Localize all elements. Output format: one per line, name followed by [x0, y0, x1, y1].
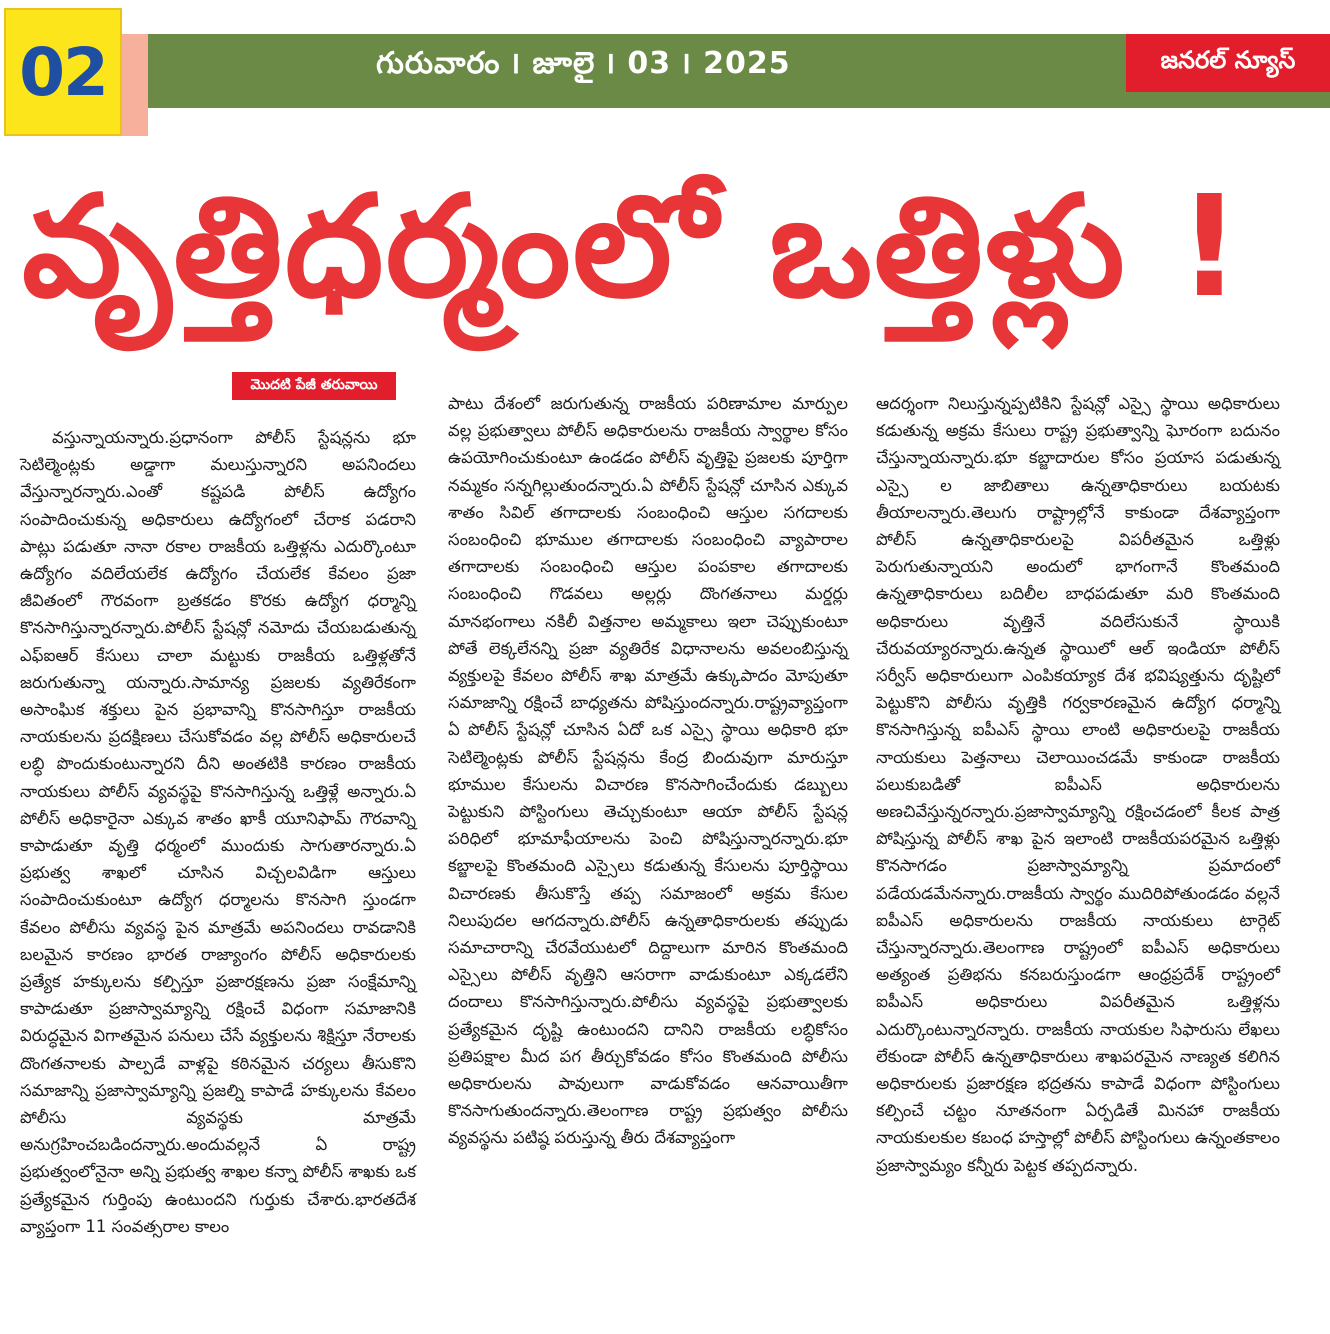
column-2-text: పాటు దేశంలో జరుగుతున్న రాజకీయ పరిణామాల మార్పుల వల్ల ప్రభుత్వాలు పోలీస్ అధికారులను రాజకీయ స్వార్థాల కోసం ఉపయోగించుకుంటూ ఉండడం పోలీస్ వృత్తిపై ప్రజలకు పూర్తిగా నమ్మకం సన్నగిల్లుతుందన్నారు.ఏ పోలీస్ స్టేషన్లో చూసిన ఎక్కువ శాతం సివిల్ తగాదాలకు సంబంధించి ఆస్తుల సగదాలకు సంబంధించి భూముల తగాదాలకు సంబంధించి వ్యాపారాల తగాదాలకు సంబంధించి ఆస్తుల పంపకాల తగాదాలకు సంబంధించి గొడవలు అల్లర్లు దొంగతనాలు మర్డర్లు మానభంగాలు నకిలీ విత్తనాల అమ్మకాలు ఇలా చెప్పుకుంటూ పోతే లెక్కలేనన్ని ప్రజా వ్యతిరేక విధానాలను అవలంబిస్తున్న వ్యక్తులపై కేవలం పోలీస్ శాఖ మాత్రమే ఉక్కుపాదం మోపుతూ సమాజాన్ని రక్షించే బాధ్యతను పోషిస్తుందన్నారు.రాష్ట్రవ్యాప్తంగా ఏ పోలీస్ స్టేషన్లో చూసిన ఏదో ఒక ఎస్సై స్థాయి అధికారి భూ సెటిల్మెంట్లకు పోలీస్ స్టేషన్లను కేంద్ర బిందువుగా మారుస్తూ భూముల కేసులను విచారణ కొనసాగించేందుకు డబ్బులు పెట్టుకుని పోస్టింగులు తెచ్చుకుంటూ ఆయా పోలీస్ స్టేషన్ల పరిధిలో భూమాఫీయాలను పెంచి పోషిస్తున్నారన్నారు.భూ కబ్జాలపై కొంతమంది ఎస్సైలు కడుతున్న కేసులను పూర్తిస్థాయి విచారణకు తీసుకొస్తే తప్ప సమాజంలో అక్రమ కేసుల నిలుపుదల ఆగదన్నారు.పోలీస్ ఉన్నతాధికారులకు తప్పుడు సమాచారాన్ని చేరవేయుటలో దిద్దాలుగా మారిన కొంతమంది ఎస్సైలు పోలీస్ వృత్తిని ఆసరాగా వాడుకుంటూ ఎక్కడలేని దందాలు కొనసాగిస్తున్నారు.పోలీసు వ్యవస్థపై ప్రభుత్వాలకు ప్రత్యేకమైన దృష్టి ఉంటుందని దానిని రాజకీయ లబ్ధికోసం ప్రతిపక్షాల మీద పగ తీర్చుకోవడం కోసం కొంతమంది పోలీసు అధికారులను పావులుగా వాడుకోవడం ఆనవాయితీగా కొనసాగుతుందన్నారు.తెలంగాణ రాష్ట్ర ప్రభుత్వం పోలీసు వ్యవస్థను పటిష్ఠ పరుస్తున్న తీరు దేశవ్యాప్తంగా — [448, 394, 848, 1148]
continuation-tag-text: మొదటి పేజీ తరువాయి — [250, 377, 378, 393]
section-label — [1126, 34, 1330, 92]
article-column-2 — [448, 390, 848, 1152]
article-column-3 — [876, 390, 1280, 1179]
headline: వృత్తిధర్మంలో ఒత్తిళ్లు ! — [22, 166, 1244, 329]
section-label-text: జనరల్ న్యూస్ — [1160, 46, 1296, 74]
issue-date: గురువారం ౹ జూలై ౹ 03 ౹ 2025 — [376, 46, 791, 81]
article-column-1 — [20, 424, 416, 1240]
page-number: 02 — [19, 34, 107, 111]
page-number-box — [4, 8, 122, 136]
page-number-tab — [122, 34, 148, 136]
continuation-tag — [232, 372, 396, 400]
column-1-text: వస్తున్నాయన్నారు.ప్రధానంగా పోలీస్ స్టేషన్లను భూ సెటిల్మెంట్లకు అడ్డాగా మలుస్తున్నారని అపనిందలు వేస్తున్నారన్నారు.ఎంతో కష్టపడి పోలీస్ ఉద్యోగం సంపాదించుకున్న అధికారులు ఉద్యోగంలో చేరాక పడరాని పాట్లు పడుతూ నానా రకాల రాజకీయ ఒత్తిళ్లను ఎదుర్కొంటూ ఉద్యోగం వదిలేయలేక ఉద్యోగం చేయలేక కేవలం ప్రజా జీవితంలో గౌరవంగా బ్రతకడం కొరకు ఉద్యోగ ధర్మాన్ని కొనసాగిస్తున్నారన్నారు.పోలీస్ స్టేషన్లో నమోదు చేయబడుతున్న ఎఫ్ఐఆర్ కేసులు చాలా మట్టుకు రాజకీయ ఒత్తిళ్లతోనే జరుగుతున్నా యన్నారు.సామాన్య ప్రజలకు వ్యతిరేకంగా అసాంఘిక శక్తులు పైన ప్రభావాన్ని కొనసాగిస్తూ రాజకీయ నాయకులను ప్రదక్షిణలు చేసుకోవడం వల్ల పోలీస్ అధికారులచే లబ్ధి పొందుకుంటున్నారని దీని అంతటికి కారణం రాజకీయ నాయకులు పోలీస్ వ్యవస్థపై కొనసాగిస్తున్న ఒత్తిళ్లే అన్నారు.ఏ పోలీస్ అధికారైనా ఎక్కువ శాతం ఖాకీ యూనిఫామ్ గౌరవాన్ని కాపాడుతూ వృత్తి ధర్మంలో ముందుకు సాగుతారన్నారు.ఏ ప్రభుత్వ శాఖలో చూసిన విచ్చలవిడిగా ఆస్తులు సంపాదించుకుంటూ ఉద్యోగ ధర్మాలను కొనసాగి స్తుండగా కేవలం పోలీసు వ్యవస్థ పైన మాత్రమే అపనిందలు రావడానికి బలమైన కారణం భారత రాజ్యాంగం పోలీస్ అధికారులకు ప్రత్యేక హక్కులను కల్పిస్తూ ప్రజారక్షణను ప్రజా సంక్షేమాన్ని కాపాడుతూ ప్రజాస్వామ్యాన్ని రక్షించే విధంగా సమాజానికి విరుద్ధమైన విగాతమైన పనులు చేసే వ్యక్తులను శిక్షిస్తూ నేరాలకు దొంగతనాలకు పాల్పడే వాళ్లపై కఠినమైన చర్యలు తీసుకొని సమాజాన్ని ప్రజాస్వామ్యాన్ని ప్రజల్ని కాపాడే హక్కులను కేవలం పోలీసు వ్యవస్థకు మాత్రమే అనుగ్రహించబడిందన్నారు.అందువల్లనే ఏ రాష్ట్ర ప్రభుత్వంలోనైనా అన్ని ప్రభుత్వ శాఖల కన్నా పోలీస్ శాఖకు ఒక ప్రత్యేకమైన గుర్తింపు ఉంటుందని గుర్తుకు చేశారు.భారతదేశ వ్యాప్తంగా 11 సంవత్సరాల కాలం — [20, 428, 416, 1236]
column-3-text: ఆదర్శంగా నిలుస్తున్నప్పటికిని స్టేషన్లో ఎస్సై స్థాయి అధికారులు కడుతున్న అక్రమ కేసులు రాష్ట్ర ప్రభుత్వాన్ని ఘోరంగా బదునం చేస్తున్నాయన్నారు.భూ కబ్జాదారుల కోసం ప్రయాస పడుతున్న ఎస్సై ల జాబితాలు ఉన్నతాధికారులు బయటకు తీయాలన్నారు.తెలుగు రాష్ట్రాల్లోనే కాకుండా దేశవ్యాప్తంగా పోలీస్ ఉన్నతాధికారులపై విపరీతమైన ఒత్తిళ్లు పెరుగుతున్నాయని అందులో భాగంగానే కొంతమంది ఉన్నతాధికారులు బదిలీల బాధపడుతూ మరి కొంతమంది అధికారులు వృత్తినే వదిలేసుకునే స్థాయికి చేరువయ్యారన్నారు.ఉన్నత స్థాయిలో ఆల్ ఇండియా పోలీస్ సర్వీస్ అధికారులుగా ఎంపికయ్యాక దేశ భవిష్యత్తును దృష్టిలో పెట్టుకొని పోలీసు వృత్తికి గర్వకారణమైన ఉద్యోగ ధర్మాన్ని కొనసాగిస్తున్న ఐపీఎస్ స్థాయి లాంటి అధికారులపై రాజకీయ నాయకులు పెత్తనాలు చెలాయించడమే కాకుండా రాజకీయ పలుకుబడితో ఐపీఎస్ అధికారులను అణచివేస్తున్నరన్నారు.ప్రజాస్వామ్యాన్ని రక్షించడంలో కీలక పాత్ర పోషిస్తున్న పోలీస్ శాఖ పైన ఇలాంటి రాజకీయపరమైన ఒత్తిళ్లు కొనసాగడం ప్రజాస్వామ్యాన్ని ప్రమాదంలో పడేయడమేనన్నారు.రాజకీయ స్వార్థం ముదిరిపోతుండడం వల్లనే ఐపీఎస్ అధికారులను రాజకీయ నాయకులు టార్గెట్ చేస్తున్నారన్నారు.తెలంగాణ రాష్ట్రంలో ఐపీఎస్ అధికారులు అత్యంత ప్రతిభను కనబరుస్తుండగా ఆంధ్రప్రదేశ్ రాష్ట్రంలో ఐపీఎస్ అధికారులు విపరీతమైన ఒత్తిళ్లను ఎదుర్కొంటున్నారన్నారు. రాజకీయ నాయకుల సిఫారుసు లేఖలు లేకుండా పోలీస్ ఉన్నతాధికారులు శాఖపరమైన నాణ్యత కలిగిన అధికారులకు ప్రజారక్షణ భద్రతను కాపాడే విధంగా పోస్టింగులు కల్పించే చట్టం నూతనంగా ఏర్పడితే మినహా రాజకీయ నాయకులకుల కబంధ హస్తాల్లో పోలీస్ పోస్టింగులు ఉన్నంతకాలం ప్రజాస్వామ్యం కన్నీరు పెట్టక తప్పదన్నారు. — [876, 394, 1280, 1175]
